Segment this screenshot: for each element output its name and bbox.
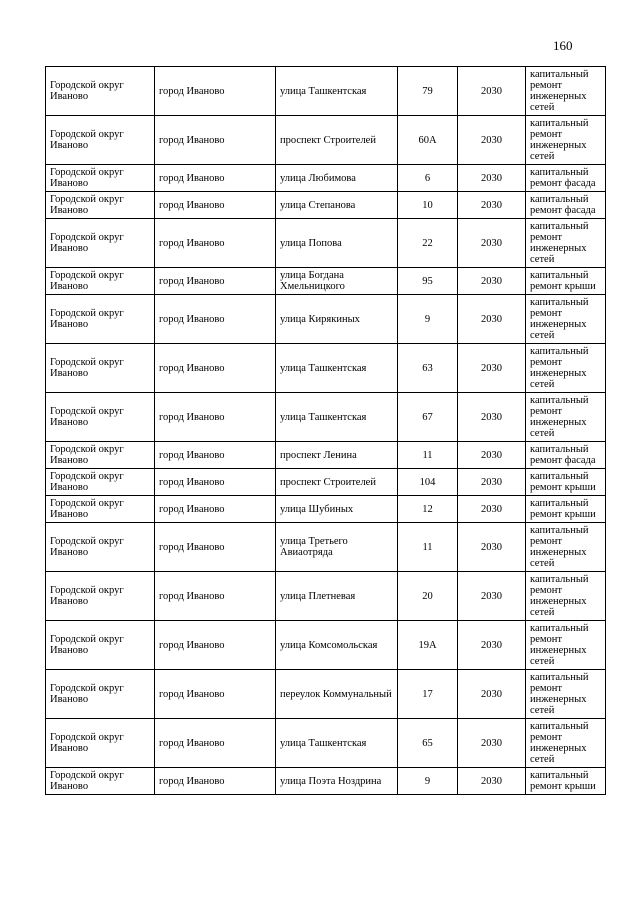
settlement-cell: город Иваново: [155, 268, 276, 295]
settlement-cell: город Иваново: [155, 719, 276, 768]
table-row: [46, 496, 606, 523]
settlement-cell: город Иваново: [155, 621, 276, 670]
house-number-cell: 104: [398, 469, 458, 496]
year-cell: 2030: [458, 469, 526, 496]
house-number-cell: 67: [398, 393, 458, 442]
table-row: [46, 442, 606, 469]
year-cell: 2030: [458, 116, 526, 165]
table-row: [46, 670, 606, 719]
house-number-cell: 95: [398, 268, 458, 295]
work-type-cell: капитальный ремонт инженерных сетей: [526, 572, 606, 621]
municipal-district-cell: Городской округ Иваново: [46, 219, 155, 268]
municipal-district-cell: Городской округ Иваново: [46, 768, 155, 795]
table-row: [46, 219, 606, 268]
settlement-cell: город Иваново: [155, 219, 276, 268]
settlement-cell: город Иваново: [155, 670, 276, 719]
table-row: [46, 572, 606, 621]
page-number: 160: [553, 38, 573, 53]
year-cell: 2030: [458, 192, 526, 219]
work-type-cell: капитальный ремонт инженерных сетей: [526, 219, 606, 268]
work-type-cell: капитальный ремонт инженерных сетей: [526, 621, 606, 670]
year-cell: 2030: [458, 295, 526, 344]
work-type-cell: капитальный ремонт крыши: [526, 496, 606, 523]
table-row: [46, 295, 606, 344]
work-type-cell: капитальный ремонт фасада: [526, 165, 606, 192]
street-cell: улица Плетневая: [276, 572, 398, 621]
year-cell: 2030: [458, 496, 526, 523]
year-cell: 2030: [458, 219, 526, 268]
municipal-district-cell: Городской округ Иваново: [46, 67, 155, 116]
municipal-district-cell: Городской округ Иваново: [46, 469, 155, 496]
settlement-cell: город Иваново: [155, 116, 276, 165]
house-number-cell: 63: [398, 344, 458, 393]
street-cell: переулок Коммунальный: [276, 670, 398, 719]
year-cell: 2030: [458, 670, 526, 719]
house-number-cell: 10: [398, 192, 458, 219]
work-type-cell: капитальный ремонт инженерных сетей: [526, 523, 606, 572]
house-number-cell: 19А: [398, 621, 458, 670]
settlement-cell: город Иваново: [155, 572, 276, 621]
street-cell: улица Богдана Хмельницкого: [276, 268, 398, 295]
settlement-cell: город Иваново: [155, 393, 276, 442]
settlement-cell: город Иваново: [155, 67, 276, 116]
municipal-district-cell: Городской округ Иваново: [46, 719, 155, 768]
street-cell: улица Третьего Авиаотряда: [276, 523, 398, 572]
settlement-cell: город Иваново: [155, 295, 276, 344]
work-type-cell: капитальный ремонт фасада: [526, 442, 606, 469]
municipal-district-cell: Городской округ Иваново: [46, 268, 155, 295]
year-cell: 2030: [458, 523, 526, 572]
table-row: [46, 192, 606, 219]
street-cell: проспект Строителей: [276, 116, 398, 165]
year-cell: 2030: [458, 621, 526, 670]
table-row: [46, 67, 606, 116]
municipal-district-cell: Городской округ Иваново: [46, 344, 155, 393]
year-cell: 2030: [458, 393, 526, 442]
year-cell: 2030: [458, 572, 526, 621]
work-type-cell: капитальный ремонт крыши: [526, 469, 606, 496]
municipal-district-cell: Городской округ Иваново: [46, 192, 155, 219]
street-cell: улица Шубиных: [276, 496, 398, 523]
repair-schedule-table: [45, 66, 606, 795]
settlement-cell: город Иваново: [155, 442, 276, 469]
municipal-district-cell: Городской округ Иваново: [46, 116, 155, 165]
street-cell: улица Кирякиных: [276, 295, 398, 344]
settlement-cell: город Иваново: [155, 165, 276, 192]
house-number-cell: 79: [398, 67, 458, 116]
municipal-district-cell: Городской округ Иваново: [46, 295, 155, 344]
year-cell: 2030: [458, 268, 526, 295]
work-type-cell: капитальный ремонт фасада: [526, 192, 606, 219]
house-number-cell: 6: [398, 165, 458, 192]
work-type-cell: капитальный ремонт крыши: [526, 768, 606, 795]
house-number-cell: 11: [398, 442, 458, 469]
table-body: [46, 67, 606, 795]
municipal-district-cell: Городской округ Иваново: [46, 572, 155, 621]
table-row: [46, 393, 606, 442]
street-cell: улица Ташкентская: [276, 67, 398, 116]
street-cell: улица Попова: [276, 219, 398, 268]
house-number-cell: 12: [398, 496, 458, 523]
house-number-cell: 65: [398, 719, 458, 768]
settlement-cell: город Иваново: [155, 768, 276, 795]
street-cell: улица Комсомольская: [276, 621, 398, 670]
municipal-district-cell: Городской округ Иваново: [46, 496, 155, 523]
street-cell: улица Поэта Ноздрина: [276, 768, 398, 795]
street-cell: улица Степанова: [276, 192, 398, 219]
settlement-cell: город Иваново: [155, 496, 276, 523]
house-number-cell: 20: [398, 572, 458, 621]
street-cell: улица Ташкентская: [276, 344, 398, 393]
table-row: [46, 523, 606, 572]
year-cell: 2030: [458, 442, 526, 469]
house-number-cell: 60А: [398, 116, 458, 165]
municipal-district-cell: Городской округ Иваново: [46, 670, 155, 719]
house-number-cell: 9: [398, 768, 458, 795]
settlement-cell: город Иваново: [155, 344, 276, 393]
work-type-cell: капитальный ремонт инженерных сетей: [526, 295, 606, 344]
work-type-cell: капитальный ремонт инженерных сетей: [526, 719, 606, 768]
work-type-cell: капитальный ремонт инженерных сетей: [526, 344, 606, 393]
house-number-cell: 11: [398, 523, 458, 572]
work-type-cell: капитальный ремонт инженерных сетей: [526, 393, 606, 442]
settlement-cell: город Иваново: [155, 523, 276, 572]
street-cell: проспект Ленина: [276, 442, 398, 469]
table-row: [46, 768, 606, 795]
work-type-cell: капитальный ремонт инженерных сетей: [526, 116, 606, 165]
table-row: [46, 268, 606, 295]
municipal-district-cell: Городской округ Иваново: [46, 165, 155, 192]
settlement-cell: город Иваново: [155, 192, 276, 219]
table-row: [46, 116, 606, 165]
work-type-cell: капитальный ремонт крыши: [526, 268, 606, 295]
work-type-cell: капитальный ремонт инженерных сетей: [526, 670, 606, 719]
house-number-cell: 22: [398, 219, 458, 268]
table-row: [46, 469, 606, 496]
street-cell: проспект Строителей: [276, 469, 398, 496]
street-cell: улица Ташкентская: [276, 393, 398, 442]
table-row: [46, 165, 606, 192]
street-cell: улица Любимова: [276, 165, 398, 192]
year-cell: 2030: [458, 344, 526, 393]
municipal-district-cell: Городской округ Иваново: [46, 393, 155, 442]
year-cell: 2030: [458, 67, 526, 116]
work-type-cell: капитальный ремонт инженерных сетей: [526, 67, 606, 116]
house-number-cell: 17: [398, 670, 458, 719]
year-cell: 2030: [458, 165, 526, 192]
settlement-cell: город Иваново: [155, 469, 276, 496]
municipal-district-cell: Городской округ Иваново: [46, 442, 155, 469]
municipal-district-cell: Городской округ Иваново: [46, 621, 155, 670]
year-cell: 2030: [458, 768, 526, 795]
street-cell: улица Ташкентская: [276, 719, 398, 768]
house-number-cell: 9: [398, 295, 458, 344]
table-row: [46, 621, 606, 670]
municipal-district-cell: Городской округ Иваново: [46, 523, 155, 572]
table-row: [46, 344, 606, 393]
year-cell: 2030: [458, 719, 526, 768]
table-row: [46, 719, 606, 768]
